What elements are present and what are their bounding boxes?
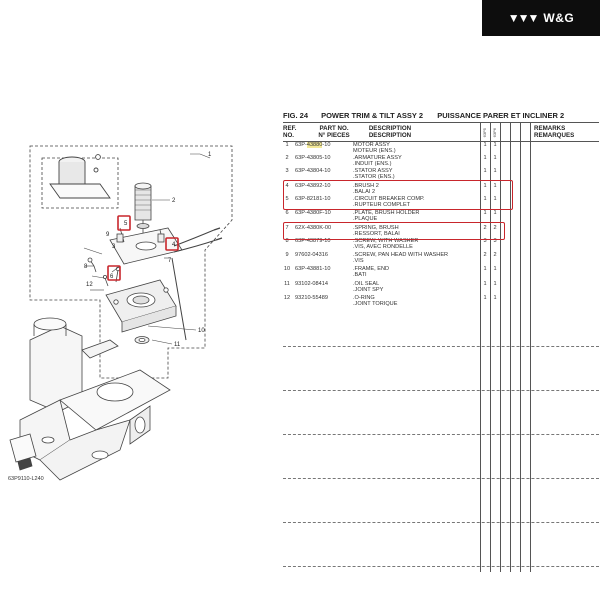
brand-logo [482,0,600,36]
header-part-no: PART NO. N° PIECES [318,125,350,139]
figure-title-en: POWER TRIM & TILT ASSY 2 [321,111,424,120]
qty-header-1: 63P5 [482,128,487,138]
end-frame [106,280,176,332]
column-rule [520,122,521,572]
empty-row-divider [283,390,599,391]
screw-set [88,258,120,286]
empty-row-divider [283,478,599,479]
qty-header-2: 63P6 [492,128,497,138]
callout-1: 1 [208,152,212,158]
table-highlight-spring [283,222,505,240]
callout-2: 2 [172,198,176,204]
figure-number: FIG. 24 [283,111,309,120]
armature-assy [135,183,151,236]
stator-assy [50,155,110,198]
empty-row-divider [283,346,599,347]
header-description: DESCRIPTION DESCRIPTION [368,125,412,139]
table-highlight-brush-breaker [283,180,513,210]
brand-mark-icon: ▼▼▼ [507,11,538,25]
figure-title [283,111,564,120]
empty-row-divider [283,522,599,523]
figure-title-fr: PUISSANCE PARER ET INCLINER 2 [437,111,565,120]
exploded-parts-diagram [0,100,280,500]
callout-6: 6 [110,274,114,280]
header-top-rule [283,122,599,123]
diagram-code: 63P9110-L240 [8,476,44,482]
callout-11: 11 [174,342,181,348]
callout-12: 12 [86,282,93,288]
column-rule [530,122,531,572]
empty-row-divider [283,434,599,435]
callout-8: 8 [84,264,88,270]
header-remarks: REMARKS REMARQUES [534,125,575,139]
callout-5: 5 [124,221,128,227]
callout-4: 4 [172,242,176,248]
callout-7: 7 [168,258,172,264]
empty-row-divider [283,566,599,567]
oil-seal [135,337,149,344]
callout-9: 9 [106,232,110,238]
callout-3: 3 [112,244,116,250]
highlighted-part-number: 43880 [306,142,323,148]
brand-name: W&G [543,11,575,25]
header-ref: REF. NO. [283,125,297,139]
callout-10: 10 [198,328,205,334]
